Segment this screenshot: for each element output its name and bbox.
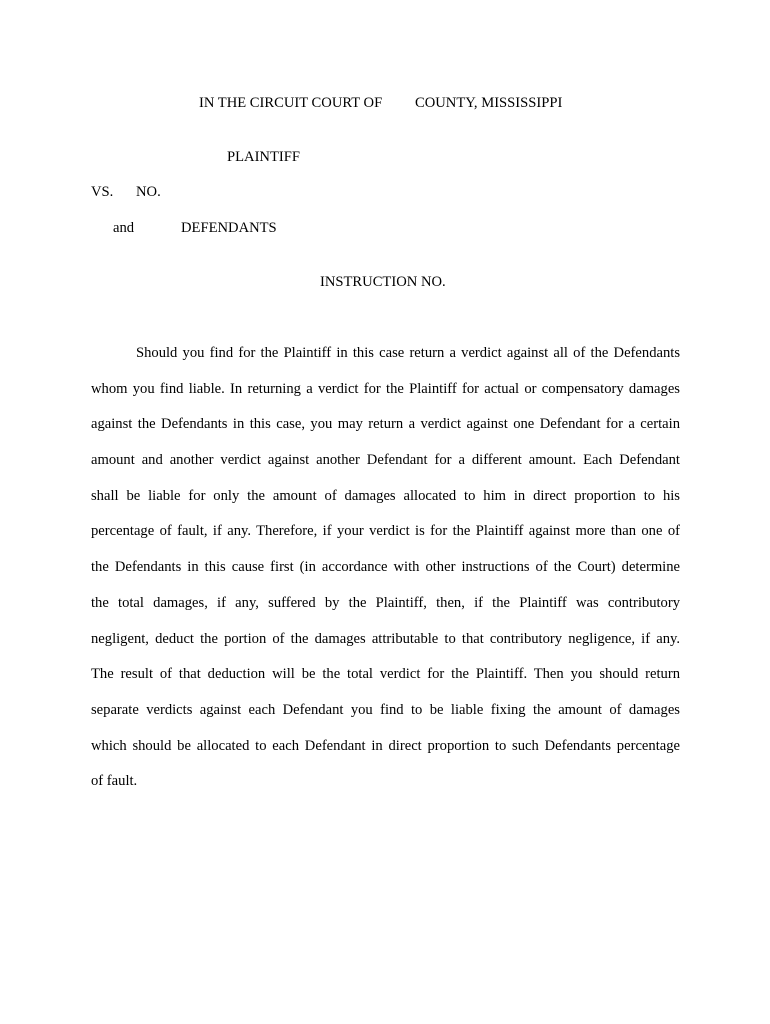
body-line: Should you find for the Plaintiff in this case return a verdict against all of the Defendants xyxy=(136,345,680,361)
case-number-label: NO. xyxy=(136,184,161,200)
body-line: the total damages, if any, suffered by the Plaintiff, then, if the Plaintiff was contributory xyxy=(91,594,680,611)
and-label: and xyxy=(113,220,135,236)
body-line: against the Defendants in this case, you may return a verdict against one Defendant for a certain xyxy=(91,416,680,433)
body-line: separate verdicts against each Defendant you find to be liable fixing the amount of damages xyxy=(91,701,680,718)
body-line: percentage of fault, if any. Therefore, if your verdict is for the Plaintiff against more than one of xyxy=(91,523,680,540)
body-line: negligent, deduct the portion of the damages attributable to that contributory negligence, if any. xyxy=(91,630,680,647)
plaintiff-label: PLAINTIFF xyxy=(227,149,300,165)
versus-label: VS. xyxy=(91,184,114,200)
body-line: the Defendants in this cause first (in accordance with other instructions of the Court) determine xyxy=(91,559,680,576)
instruction-body xyxy=(91,344,680,808)
body-line: whom you find liable. In returning a verdict for the Plaintiff for actual or compensatory damages xyxy=(91,380,680,397)
defendants-label: DEFENDANTS xyxy=(181,220,277,236)
instruction-title: INSTRUCTION NO. xyxy=(320,274,446,290)
body-line: which should be allocated to each Defendant in direct proportion to such Defendants percentage xyxy=(91,737,680,754)
body-line: amount and another verdict against another Defendant for a different amount. Each Defendant xyxy=(91,452,680,469)
body-line: shall be liable for only the amount of damages allocated to him in direct proportion to his xyxy=(91,487,680,504)
court-county-state: COUNTY, MISSISSIPPI xyxy=(415,95,563,111)
body-line: The result of that deduction will be the total verdict for the Plaintiff. Then you should return xyxy=(91,666,680,683)
body-line: of fault. xyxy=(91,773,138,790)
court-name-prefix: IN THE CIRCUIT COURT OF xyxy=(199,95,383,111)
